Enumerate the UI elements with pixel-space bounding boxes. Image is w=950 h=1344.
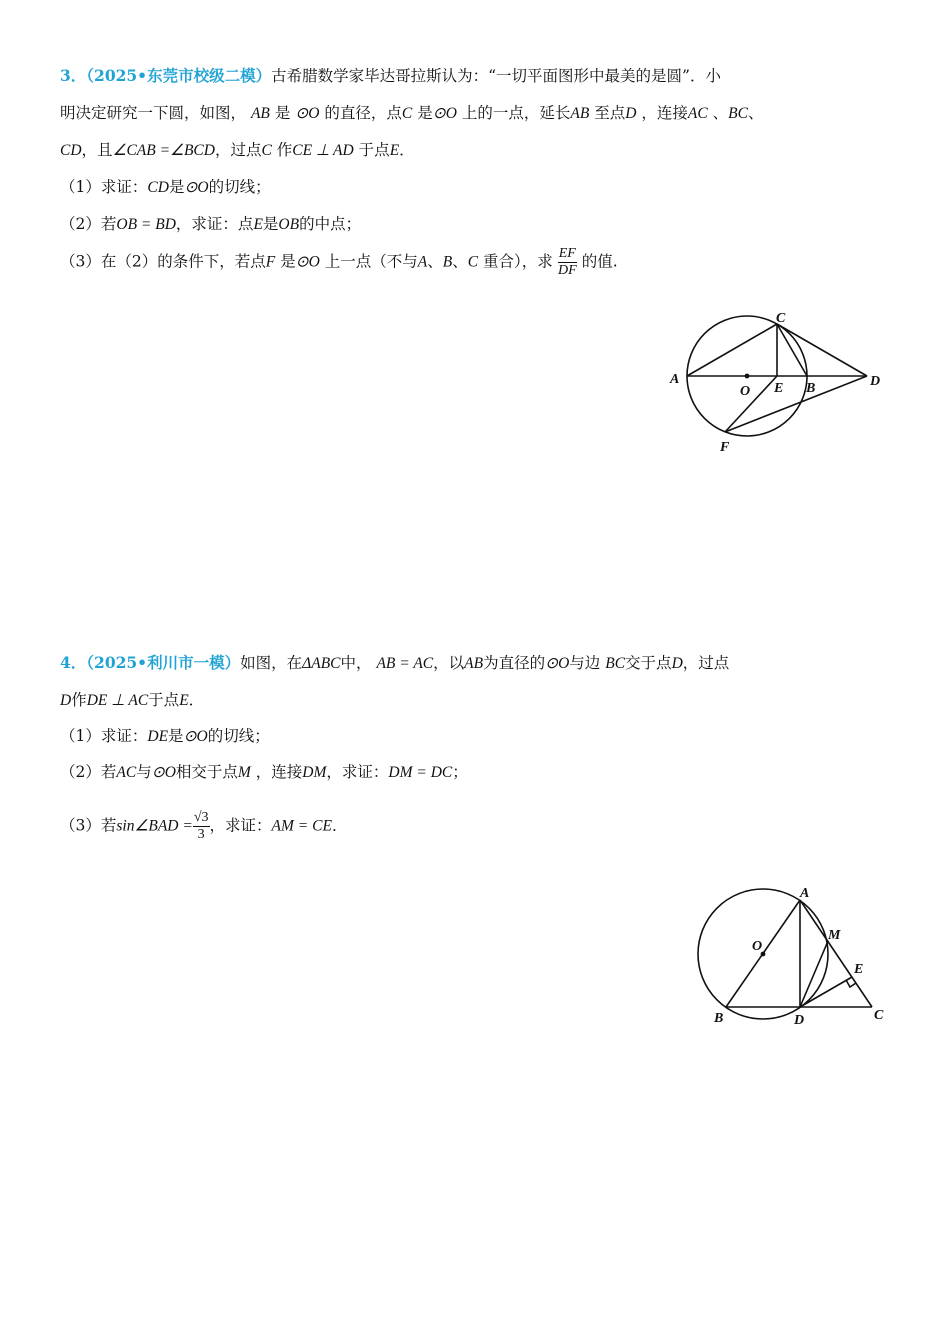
angle-equation: ∠CAB =∠BCD — [112, 142, 215, 159]
circle-o: ⊙O — [151, 764, 176, 781]
label-m: M — [828, 928, 841, 943]
point-m: M — [237, 764, 251, 781]
label-d: D — [870, 374, 881, 389]
text: 上一点（不与 — [324, 252, 418, 271]
segment-ab: AB — [570, 105, 590, 122]
segment-bc: BC — [605, 655, 626, 672]
segment-ab: AB — [464, 655, 484, 672]
label-a: A — [670, 372, 680, 387]
segment-ac — [800, 900, 872, 1007]
segment-ac — [687, 324, 777, 376]
text: 相交于点 — [175, 763, 238, 781]
point-a: A — [417, 253, 428, 271]
problem3-question2 — [60, 212, 910, 234]
text: 与 — [136, 763, 152, 781]
label-c: C — [874, 1008, 884, 1023]
text: 、 — [452, 252, 468, 271]
text: 至点 — [594, 104, 626, 122]
equation: DM = DC — [388, 764, 453, 781]
problem3-number: 3． — [60, 66, 87, 85]
question-label: （3）若 — [60, 816, 117, 835]
fraction-denominator: DF — [557, 263, 577, 279]
text: 是 — [262, 215, 279, 233]
text: 是 — [280, 252, 296, 271]
label-a: A — [800, 886, 810, 901]
problem3-line3 — [60, 138, 910, 160]
point-b: B — [442, 253, 453, 271]
text: 的切线； — [208, 178, 271, 196]
perpendicular-relation: CE ⊥ AD — [292, 142, 354, 159]
circle-o: ⊙O — [184, 179, 209, 196]
text: ． — [399, 141, 415, 159]
problem3-question1 — [60, 175, 910, 197]
text: 的切线； — [207, 727, 270, 745]
segment-de: DE — [147, 728, 169, 745]
circle-o: ⊙O — [295, 253, 320, 271]
equation: AM = CE — [271, 817, 332, 835]
label-e: E — [774, 381, 784, 396]
text: 的中点； — [299, 215, 362, 233]
problem3-question3 — [60, 246, 910, 279]
text: ，求证： — [209, 816, 272, 835]
fraction-ef-df — [558, 246, 577, 279]
point-c: C — [467, 253, 479, 271]
segment-cd: CD — [60, 142, 82, 159]
label-c: C — [776, 311, 786, 326]
text: 是 — [168, 727, 184, 745]
text: ； — [452, 763, 468, 781]
segment-dm: DM — [302, 764, 327, 781]
point-d: D — [671, 655, 683, 672]
label-o: O — [740, 384, 751, 399]
question-label: （2）若 — [60, 763, 117, 781]
text: 于点 — [148, 691, 180, 709]
text: 如图，在 — [240, 654, 303, 672]
text: 、 — [747, 104, 764, 122]
point-c: C — [401, 105, 413, 122]
text: ，过点 — [214, 141, 262, 159]
point-e: E — [253, 216, 263, 233]
text: ，以 — [433, 654, 465, 672]
text: 中， — [340, 654, 372, 672]
problem3-line2 — [60, 101, 910, 123]
text: 、 — [712, 104, 729, 122]
segment-ab: AB — [250, 105, 270, 122]
text: ，且 — [81, 141, 113, 159]
problem4-question2 — [60, 760, 910, 782]
question-label: （1）求证： — [60, 178, 148, 196]
equation: AB = AC — [376, 655, 434, 672]
problem3-source: （2025•东莞市校级二模） — [86, 66, 272, 85]
label-o: O — [752, 939, 763, 954]
problem3-figure — [660, 300, 900, 460]
text: 明决定研究一下圆，如图， — [60, 104, 247, 122]
question-label: （3）在（2）的条件下，若点 — [60, 252, 266, 271]
text: 为直径的 — [483, 654, 546, 672]
point-d: D — [625, 105, 637, 122]
text: 与边 — [569, 654, 601, 672]
question-label: （2）若 — [60, 215, 117, 233]
segment-bc: BC — [728, 105, 748, 122]
perpendicular-relation: DE ⊥ AC — [86, 692, 149, 709]
label-f: F — [720, 440, 730, 455]
point-c: C — [261, 142, 272, 159]
problem3-intro: 古希腊数学家毕达哥拉斯认为：“一切平面图形中最美的是圆”．小 — [271, 67, 721, 85]
problem4-question3 — [60, 810, 910, 843]
problem3-heading-line — [60, 64, 910, 86]
label-e: E — [854, 962, 864, 977]
segment-de — [800, 977, 852, 1007]
fraction-numerator: EF — [558, 246, 577, 263]
text: 是 — [168, 178, 185, 196]
text: 的值. — [581, 252, 618, 271]
problem4-figure — [690, 880, 900, 1040]
equation: OB = BD — [116, 216, 176, 233]
text: 、 — [427, 252, 443, 271]
label-b: B — [806, 381, 816, 396]
text: 是 — [274, 104, 291, 122]
text: ，求证： — [326, 763, 389, 781]
center-point-o — [745, 374, 750, 379]
point-e: E — [179, 692, 189, 709]
question-label: （1）求证： — [60, 727, 148, 745]
segment-cd — [777, 324, 867, 376]
triangle-abc: ΔABC — [302, 655, 341, 672]
text: ，求证：点 — [175, 215, 254, 233]
text: ，连接 — [255, 763, 303, 781]
segment-cd: CD — [147, 179, 169, 196]
problem4-number: 4． — [60, 653, 87, 672]
circle-o: ⊙O — [183, 728, 208, 745]
segment-ac: AC — [116, 764, 137, 781]
label-d: D — [794, 1013, 805, 1028]
segment-fe — [725, 376, 777, 432]
circle-o: ⊙O — [432, 105, 457, 122]
segment-dm — [800, 941, 828, 1007]
segment-ob: OB — [278, 216, 300, 233]
circle-o: ⊙O — [545, 655, 570, 672]
problem4-question1 — [60, 724, 910, 746]
text: 作 — [276, 141, 293, 159]
point-e: E — [389, 142, 400, 159]
text: 上的一点，延长 — [461, 104, 571, 122]
text: ． — [331, 816, 348, 835]
text: 的直径，点 — [324, 104, 402, 122]
problem4-line2 — [60, 688, 910, 710]
text: 重合），求 — [483, 252, 553, 271]
fraction-sqrt3-over-3 — [193, 810, 210, 843]
text: 交于点 — [625, 654, 672, 672]
sine-expression: sin∠BAD = — [116, 817, 193, 835]
point-f: F — [265, 253, 276, 271]
segment-ac: AC — [687, 105, 708, 122]
fraction-denominator: 3 — [197, 827, 205, 843]
label-b: B — [714, 1011, 724, 1026]
point-d: D — [60, 692, 72, 709]
circle-o: ⊙O — [295, 105, 320, 122]
text: ． — [188, 691, 205, 709]
fraction-numerator: √3 — [193, 810, 210, 827]
text: 是 — [417, 104, 433, 122]
problem4-heading-line — [60, 651, 910, 673]
problem4-source: （2025•利川市一模） — [86, 653, 241, 672]
text: ，过点 — [682, 654, 730, 672]
text: 作 — [71, 691, 87, 709]
text: 于点 — [358, 141, 390, 159]
text: ，连接 — [641, 104, 688, 122]
